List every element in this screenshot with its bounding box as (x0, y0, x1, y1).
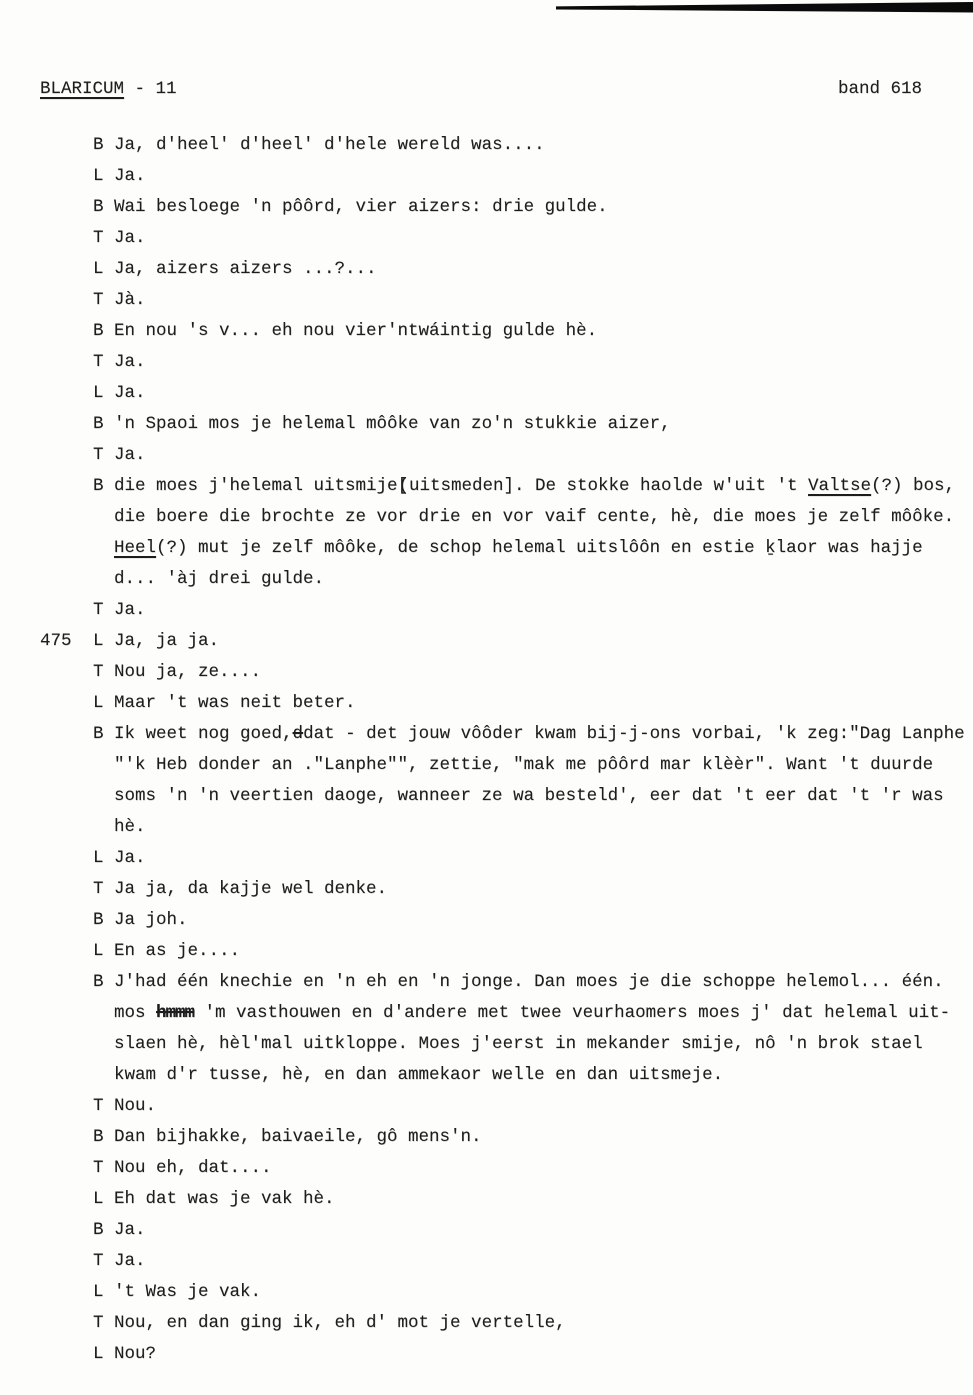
transcript-line (114, 1034, 923, 1055)
transcript-line (93, 259, 377, 280)
transcript-line (114, 569, 324, 590)
transcript-line (114, 817, 146, 838)
page-title: BLARICUM (40, 79, 125, 99)
text-segment: L Ja, aizers aizers ...?... (93, 259, 377, 279)
text-segment: hè. (114, 817, 146, 837)
transcript-line (93, 476, 955, 497)
text-segment: "'k Heb donder an ."Lanphe"", zettie, "mak me pôôrd mar klèèr". Want 't duurde (114, 755, 934, 775)
text-segment: Valtse (808, 476, 872, 496)
text-segment: B En nou 's v... eh nou vier'ntwáintig gulde hè. (93, 321, 598, 341)
text-segment: Heel (114, 538, 157, 558)
transcript-line (93, 197, 608, 218)
text-segment: die boere die brochte ze vor drie en vor vaif cente, hè, die moes je zelf môôke. (114, 507, 955, 527)
text-segment: L Ja. (93, 383, 146, 403)
transcript-line (93, 879, 387, 900)
transcript-line (93, 1096, 156, 1117)
transcript-line (93, 321, 597, 342)
text-segment: T Jà. (93, 290, 146, 310)
text-segment: B Ik weet nog goed, (93, 724, 293, 744)
transcript-line (114, 507, 954, 528)
text-segment: B 'n Spaoi mos je helemal môôke van zo'n stukkie aizer, (93, 414, 671, 434)
text-segment: L Maar 't was neit beter. (93, 693, 356, 713)
transcript-line (93, 414, 671, 435)
transcript-line (93, 1313, 566, 1334)
text-segment: B J'had één knechie en 'n eh en 'n jonge. Dan moes je die schoppe helemol... één. (93, 972, 944, 992)
text-segment: B Ja, d'heel' d'heel' d'hele wereld was.... (93, 135, 545, 155)
transcript-line (93, 1158, 272, 1179)
text-segment: L Nou? (93, 1344, 157, 1364)
transcript-line (93, 693, 356, 714)
band-number: band 618 (838, 79, 923, 99)
transcript-line (114, 1065, 723, 1086)
transcript-line (93, 1127, 482, 1148)
text-segment: T Ja. (93, 228, 146, 248)
text-segment: 'm vasthouwen en d'andere met twee veurhaomers moes j' dat helemal uit- (194, 1003, 951, 1023)
text-segment: dat - det jouw vôôder kwam bij-j-ons vorbai, 'k zeg:"Dag Lanphe (303, 724, 965, 744)
text-segment: T Nou, en dan ging ik, eh d' mot je vertelle, (93, 1313, 566, 1333)
text-segment: hmmm (156, 1003, 195, 1023)
text-segment: T Nou ja, ze.... (93, 662, 262, 682)
transcript-line (114, 538, 923, 559)
transcript-line (114, 1003, 950, 1024)
text-segment: T Nou eh, dat.... (93, 1158, 272, 1178)
transcript-line (93, 1344, 156, 1365)
transcript-line (93, 228, 146, 249)
transcript-line (114, 755, 933, 776)
text-segment: B Dan bijhakke, baivaeile, gô mens'n. (93, 1127, 482, 1147)
page-title-suffix: - 11 (124, 79, 177, 99)
transcript-line (93, 631, 219, 652)
text-segment: kwam d'r tusse, hè, en dan ammekaor welle en dan uitsmeje. (114, 1065, 724, 1085)
text-segment: slaen hè, hèl'mal uitkloppe. Moes j'eerst in mekander smije, nô 'n brok stael (114, 1034, 923, 1054)
line-number-margin: 475 (40, 631, 72, 651)
text-segment: L Eh dat was je vak hè. (93, 1189, 335, 1209)
transcript-line (93, 662, 261, 683)
text-segment: T Nou. (93, 1096, 157, 1116)
transcript-line (93, 1189, 335, 1210)
transcript-line (93, 848, 146, 869)
text-segment: (?) bos, (871, 476, 956, 496)
text-segment: B Ja joh. (93, 910, 188, 930)
transcript-line (114, 786, 944, 807)
text-segment: soms 'n 'n veertien daoge, wanneer ze wa besteld', eer dat 't eer dat 't 'r was (114, 786, 944, 806)
text-segment: (?) mut je zelf môôke, de schop helemal uitslôôn en estie ḵlaor was hajje (156, 538, 923, 558)
page-header-left (40, 78, 177, 100)
transcript-line (93, 383, 146, 404)
transcript-line (93, 166, 146, 187)
text-segment: B Wai besloege 'n pôôrd, vier aizers: drie gulde. (93, 197, 608, 217)
text-segment: B die moes j'helemal uitsmije (93, 476, 398, 496)
text-segment: mos (114, 1003, 157, 1023)
text-segment: [( (397, 476, 400, 496)
text-segment: T Ja. (93, 445, 146, 465)
text-segment: T Ja. (93, 600, 146, 620)
text-segment: L Ja. (93, 166, 146, 186)
transcript-line (93, 910, 188, 931)
text-segment: T Ja ja, da kajje wel denke. (93, 879, 388, 899)
transcript-line (93, 352, 146, 373)
text-segment: B Ja. (93, 1220, 146, 1240)
transcript-line (93, 135, 545, 156)
scan-edge-artifact (556, 2, 973, 13)
text-segment: T Ja. (93, 1251, 146, 1271)
text-segment: L Ja, ja ja. (93, 631, 220, 651)
text-segment: T Ja. (93, 352, 146, 372)
text-segment: d... 'àj drei gulde. (114, 569, 325, 589)
transcript-line (93, 290, 146, 311)
text-segment: d (292, 724, 304, 744)
text-segment: uitsmeden]. De stokke haolde w'uit 't (408, 476, 809, 496)
transcript-line (93, 1282, 261, 1303)
transcript-line (93, 972, 944, 993)
text-segment: L En as je.... (93, 941, 241, 961)
transcript-line (93, 600, 146, 621)
text-segment: L 't Was je vak. (93, 1282, 262, 1302)
transcript-line (93, 724, 965, 745)
transcript-line (93, 1251, 146, 1272)
transcript-line (93, 445, 146, 466)
text-segment: L Ja. (93, 848, 146, 868)
transcript-line (93, 941, 240, 962)
transcript-line (93, 1220, 146, 1241)
